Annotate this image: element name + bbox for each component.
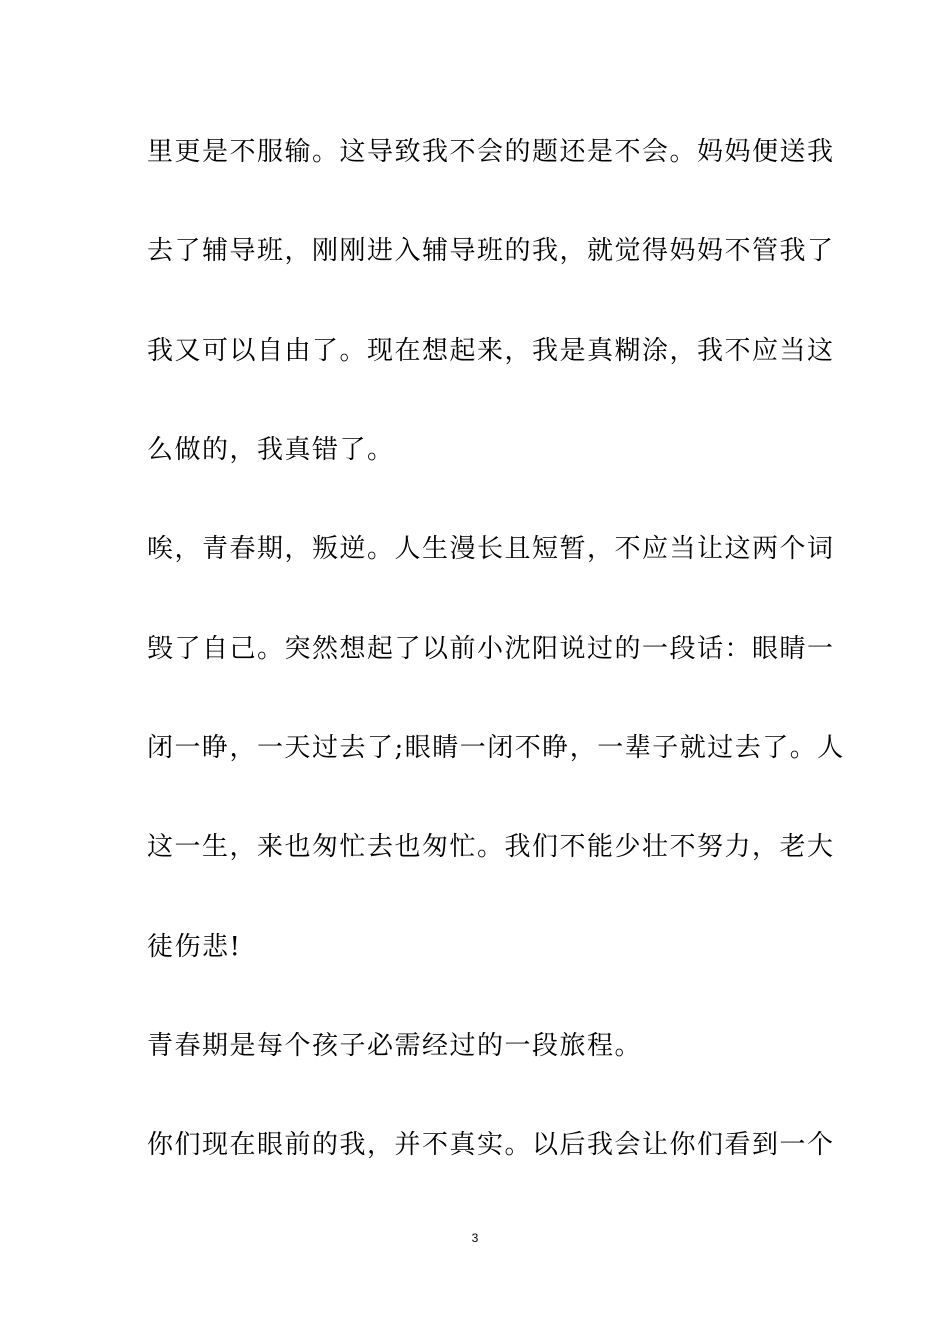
text-line-3: 我又可以自由了。现在想起来，我是真糊涂，我不应当这: [147, 336, 835, 366]
text-line-7: 闭一睁，一天过去了;眼睛一闭不睁，一辈子就过去了。人: [147, 733, 845, 763]
text-line-2: 去了辅导班，刚刚进入辅导班的我，就觉得妈妈不管我了: [147, 236, 835, 266]
text-line-1: 里更是不服输。这导致我不会的题还是不会。妈妈便送我: [147, 137, 835, 167]
text-line-10: 青春期是每个孩子必需经过的一段旅程。: [147, 1031, 643, 1061]
text-line-8: 这一生，来也匆忙去也匆忙。我们不能少壮不努力，老大: [147, 832, 835, 862]
text-line-5: 唉，青春期，叛逆。人生漫长且短暂，不应当让这两个词: [147, 534, 835, 564]
page-number: 3: [471, 1231, 479, 1245]
text-line-6: 毁了自己。突然想起了以前小沈阳说过的一段话：眼睛一: [147, 634, 835, 664]
text-line-9: 徒伤悲!: [147, 932, 242, 962]
text-line-4: 么做的，我真错了。: [147, 435, 395, 465]
text-line-11: 你们现在眼前的我，并不真实。以后我会让你们看到一个: [147, 1130, 835, 1160]
